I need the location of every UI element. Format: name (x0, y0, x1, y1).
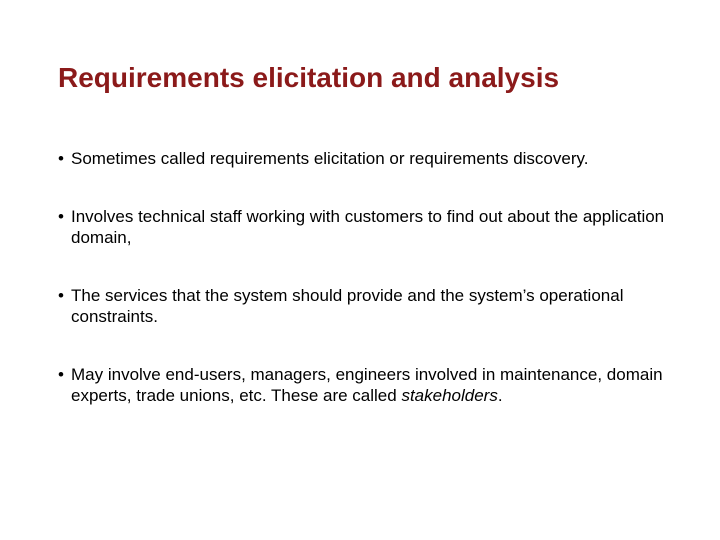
bullet-item (58, 148, 678, 169)
bullet-text: Sometimes called requirements elicitation or requirements discovery. (71, 149, 589, 168)
bullet-item (58, 364, 678, 406)
bullet-text: The services that the system should provide and the system’s operational constraints. (71, 286, 624, 326)
bullet-text: Involves technical staff working with customers to find out about the application domain, (71, 207, 665, 247)
bullet-marker: • (58, 365, 64, 384)
slide-title: Requirements elicitation and analysis (58, 62, 560, 93)
bullet-marker: • (58, 207, 64, 226)
bullet-item (58, 206, 678, 248)
bullet-marker: • (58, 286, 64, 305)
bullet-suffix: . (497, 386, 503, 405)
emphasized-term: stakeholders (401, 386, 498, 405)
bullet-list (58, 148, 678, 443)
bullet-text: May involve end-users, managers, engineers involved in maintenance, domain experts, trade unions, etc. These are called (71, 365, 663, 405)
bullet-marker: • (58, 149, 64, 168)
bullet-item (58, 285, 678, 327)
